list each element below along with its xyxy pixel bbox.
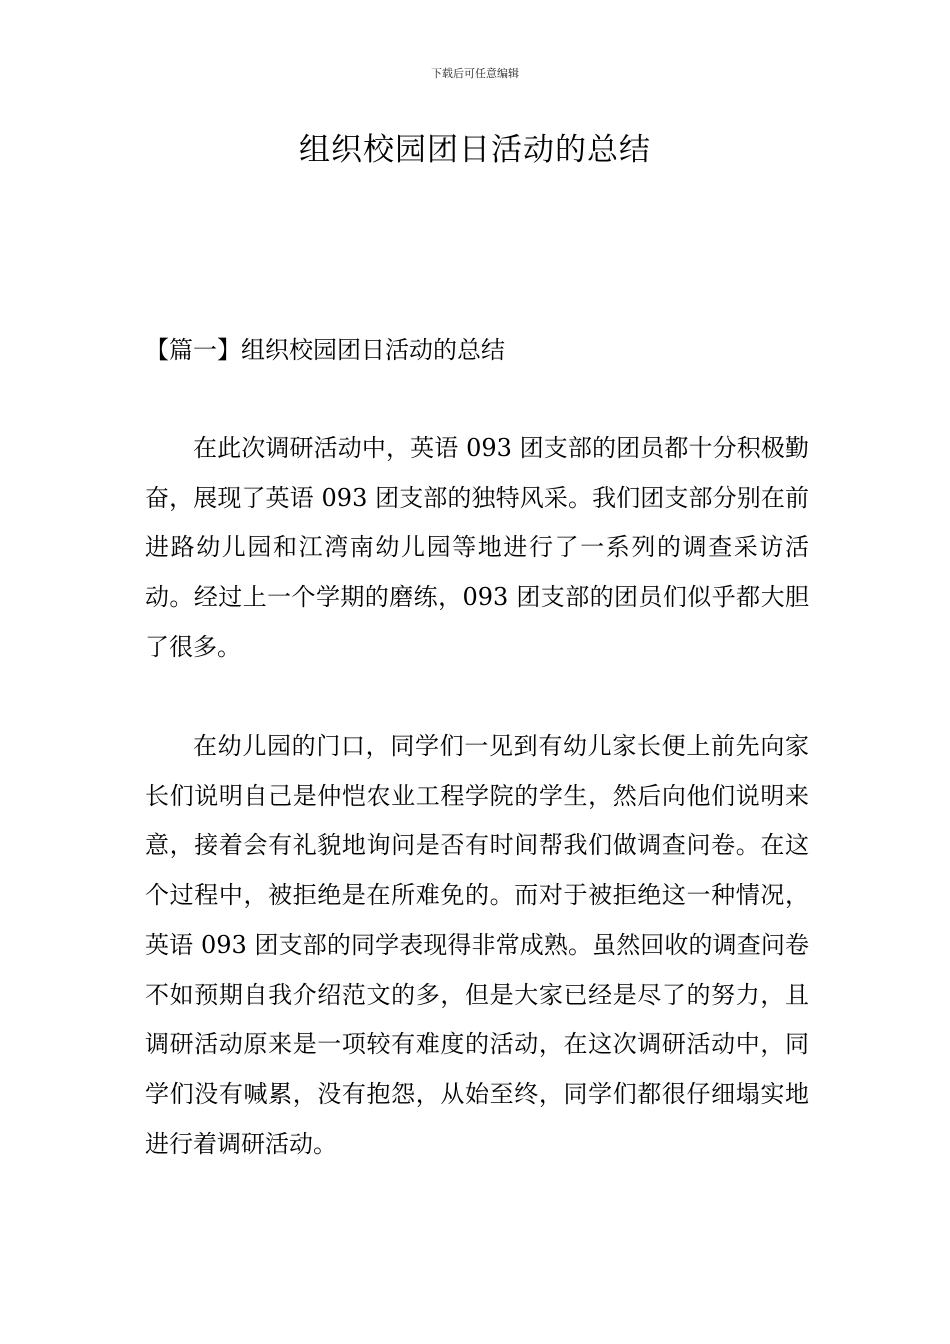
section-heading: 【篇一】组织校园团日活动的总结 xyxy=(145,336,505,364)
header-note: 下载后可任意编辑 xyxy=(431,67,519,80)
document-title: 组织校园团日活动的总结 xyxy=(299,132,651,168)
body-paragraph-2: 在幼儿园的门口，同学们一见到有幼儿家长便上前先向家长们说明自己是仲恺农业工程学院的学生，然后向他们说明来意，接着会有礼貌地询问是否有时间帮我们做调查问卷。在这个过程中，被拒绝是在所难免的。而对于被拒绝这一种情况，英语 093 团支部的同学表现得非常成熟。虽然回收的调查问卷不如预期自我介绍范文的多，但是大家已经是尽了的努力，且调研活动原来是一项较有难度的活动，在这次调研活动中，同学们没有喊累，没有抱怨，从始至终，同学们都很仔细塌实地进行着调研活动。 xyxy=(145,732,809,1158)
body-paragraph-1: 在此次调研活动中，英语 093 团支部的团员都十分积极勤奋，展现了英语 093 团支部的独特风采。我们团支部分别在前进路幼儿园和江湾南幼儿园等地进行了一系列的调查采访活动。经过上一个学期的磨练，093 团支部的团员们似乎都大胆了很多。 xyxy=(145,434,809,661)
